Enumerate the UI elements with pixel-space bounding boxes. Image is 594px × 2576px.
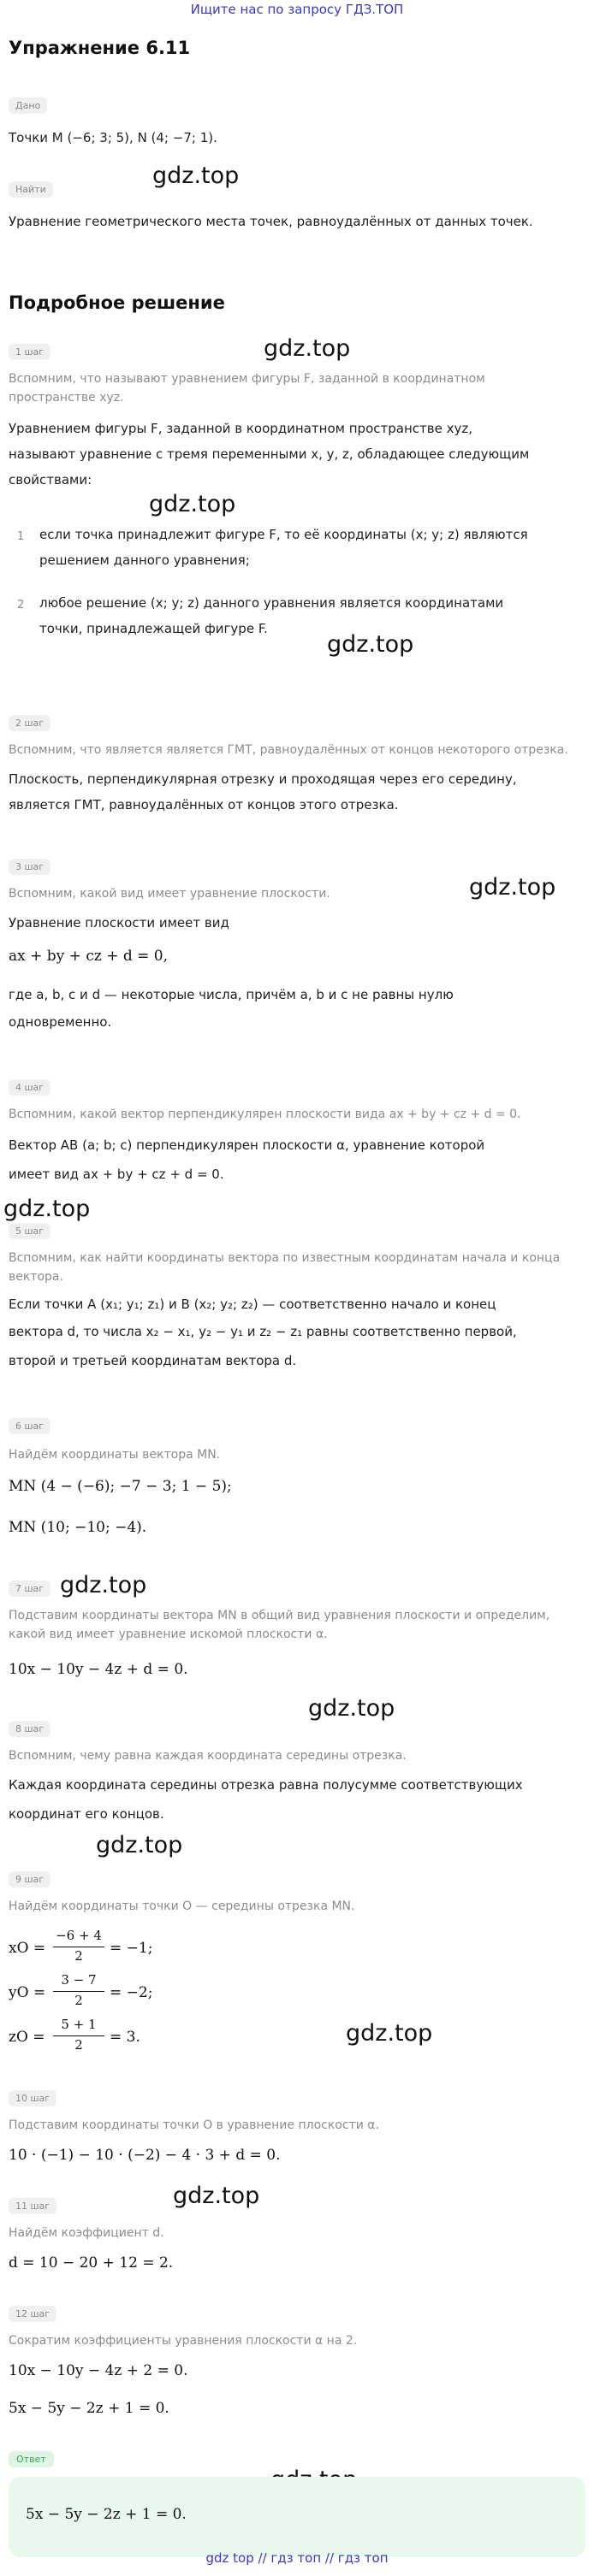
- equation: 10 · (−1) − 10 · (−2) − 4 · 3 + d = 0.: [9, 2147, 281, 2164]
- step-5-note: Вспомним, как найти координаты вектора по известным координатам начала и конца: [9, 1251, 561, 1265]
- list-item: если точка принадлежит фигуре F, то её координаты (x; y; z) являются: [39, 527, 528, 542]
- given-text: Точки M (−6; 3; 5), N (4; −7; 1).: [9, 130, 217, 145]
- watermark: gdz.top: [96, 1832, 183, 1858]
- watermark: gdz.top: [346, 2020, 433, 2047]
- step-3-badge: 3 шаг: [9, 857, 50, 875]
- list-item-number: 2: [17, 599, 25, 612]
- watermark: gdz.top: [60, 1572, 147, 1598]
- step-4-badge: 4 шаг: [9, 1078, 50, 1096]
- step-5-text: Если точки A (x₁; y₁; z₁) и B (x₂; y₂; z₂) — соответственно начало и конец: [9, 1297, 496, 1312]
- footer-separator: //: [258, 2550, 267, 2566]
- step-9-note: Найдём координаты точки O — середины отрезка MN.: [9, 1900, 355, 1913]
- step-10-note: Подставим координаты точки O в уравнение плоскости α.: [9, 2118, 379, 2132]
- answer-badge: Ответ: [9, 2451, 54, 2467]
- step-8-badge: 8 шаг: [9, 1719, 50, 1737]
- step-8-text: Каждая координата середины отрезка равна полусумме соответствующих: [9, 1777, 523, 1793]
- equation: 10x − 10y − 4z + d = 0.: [9, 1661, 188, 1678]
- watermark: gdz.top: [264, 335, 351, 362]
- step-2-text: является ГМТ, равноудалённых от концов этого отрезка.: [9, 797, 399, 812]
- equation: 5x − 5y − 2z + 1 = 0.: [9, 2400, 169, 2417]
- step-6-note: Найдём координаты вектора MN.: [9, 1448, 221, 1462]
- answer-equation: 5x − 5y − 2z + 1 = 0.: [26, 2506, 187, 2523]
- footer-separator: //: [324, 2550, 335, 2566]
- step-4-note: Вспомним, какой вектор перпендикулярен плоскости вида ax + by + cz + d = 0.: [9, 1108, 521, 1121]
- fraction-equation: yO = 3 − 7 2 = −2;: [9, 1972, 153, 2008]
- step-2-badge: 2 шаг: [9, 713, 50, 731]
- step-9-badge: 9 шаг: [9, 1870, 50, 1888]
- given-badge: Дано: [9, 96, 47, 114]
- footer-links: [0, 2550, 594, 2566]
- step-12-note: Сократим коэффициенты уравнения плоскости α на 2.: [9, 2334, 358, 2348]
- step-11-note: Найдём коэффициент d.: [9, 2226, 164, 2240]
- equation: ax + by + cz + d = 0,: [9, 948, 168, 965]
- step-6-badge: 6 шаг: [9, 1416, 50, 1434]
- watermark: gdz.top: [469, 874, 556, 901]
- step-12-badge: 12 шаг: [9, 2304, 56, 2322]
- step-1-text: Уравнением фигуры F, заданной в координатном пространстве xyz,: [9, 421, 472, 436]
- fraction-equation: zO = 5 + 1 2 = 3.: [9, 2017, 140, 2053]
- step-5-text: второй и третьей координатам вектора d.: [9, 1353, 297, 1368]
- footer-link[interactable]: гдз топ: [337, 2550, 389, 2566]
- equation: MN (10; −10; −4).: [9, 1519, 147, 1536]
- step-7-note: какой вид имеет уравнение искомой плоскости α.: [9, 1628, 328, 1641]
- step-3-text: где a, b, c и d — некоторые числа, причём a, b и c не равны нулю: [9, 987, 454, 1002]
- step-2-text: Плоскость, перпендикулярная отрезку и проходящая через его середину,: [9, 771, 517, 787]
- list-item-number: 1: [17, 530, 25, 543]
- step-7-note: Подставим координаты вектора MN в общий вид уравнения плоскости и определим,: [9, 1609, 550, 1622]
- equation: MN (4 − (−6); −7 − 3; 1 − 5);: [9, 1478, 232, 1495]
- step-1-text: свойствами:: [9, 472, 92, 487]
- step-1-badge: 1 шаг: [9, 342, 50, 360]
- solution-title: Подробное решение: [9, 292, 225, 313]
- watermark: gdz.top: [327, 631, 414, 658]
- page-title: Упражнение 6.11: [9, 38, 191, 58]
- watermark: gdz.top: [308, 1695, 395, 1722]
- equation: 10x − 10y − 4z + 2 = 0.: [9, 2362, 188, 2379]
- fraction-equation: xO = −6 + 4 2 = −1;: [9, 1928, 153, 1964]
- step-1-text: называют уравнение с тремя переменными x, y, z, обладающее следующим: [9, 446, 530, 462]
- watermark: gdz.top: [149, 491, 236, 517]
- step-3-note: Вспомним, какой вид имеет уравнение плоскости.: [9, 887, 330, 901]
- step-5-text: вектора d, то числа x₂ − x₁, y₂ − y₁ и z₂ − z₁ равны соответственно первой,: [9, 1324, 517, 1339]
- watermark: gdz.top: [152, 162, 240, 189]
- step-1-note: пространстве xyz.: [9, 391, 124, 405]
- step-7-badge: 7 шаг: [9, 1579, 50, 1597]
- watermark: gdz.top: [173, 2183, 260, 2209]
- step-11-badge: 11 шаг: [9, 2196, 56, 2214]
- step-4-text: имеет вид ax + by + cz + d = 0.: [9, 1167, 224, 1182]
- step-2-note: Вспомним, что является является ГМТ, равноудалённых от концов некоторого отрезка.: [9, 743, 568, 757]
- step-10-badge: 10 шаг: [9, 2089, 56, 2106]
- find-text: Уравнение геометрического места точек, равноудалённых от данных точек.: [9, 214, 533, 229]
- list-item: решением данного уравнения;: [39, 552, 250, 568]
- top-search-link[interactable]: Ищите нас по запросу ГДЗ.ТОП: [190, 2, 404, 17]
- step-1-note: Вспомним, что называют уравнением фигуры F, заданной в координатном: [9, 372, 485, 386]
- step-8-text: координат его концов.: [9, 1806, 164, 1822]
- step-8-note: Вспомним, чему равна каждая координата середины отрезка.: [9, 1749, 407, 1763]
- footer-link[interactable]: gdz top: [205, 2550, 254, 2566]
- step-4-text: Вектор AB (a; b; c) перпендикулярен плоскости α, уравнение которой: [9, 1137, 485, 1153]
- find-badge: Найти: [9, 180, 53, 198]
- step-3-text: Уравнение плоскости имеет вид: [9, 915, 229, 931]
- equation: d = 10 − 20 + 12 = 2.: [9, 2254, 174, 2272]
- step-5-badge: 5 шаг: [9, 1221, 50, 1239]
- list-item: любое решение (x; y; z) данного уравнения является координатами: [39, 595, 504, 611]
- watermark: gdz.top: [3, 1196, 91, 1222]
- step-3-text: одновременно.: [9, 1014, 112, 1030]
- footer-link[interactable]: гдз топ: [270, 2550, 322, 2566]
- step-5-note: вектора.: [9, 1270, 63, 1284]
- list-item: точки, принадлежащей фигуре F.: [39, 621, 268, 636]
